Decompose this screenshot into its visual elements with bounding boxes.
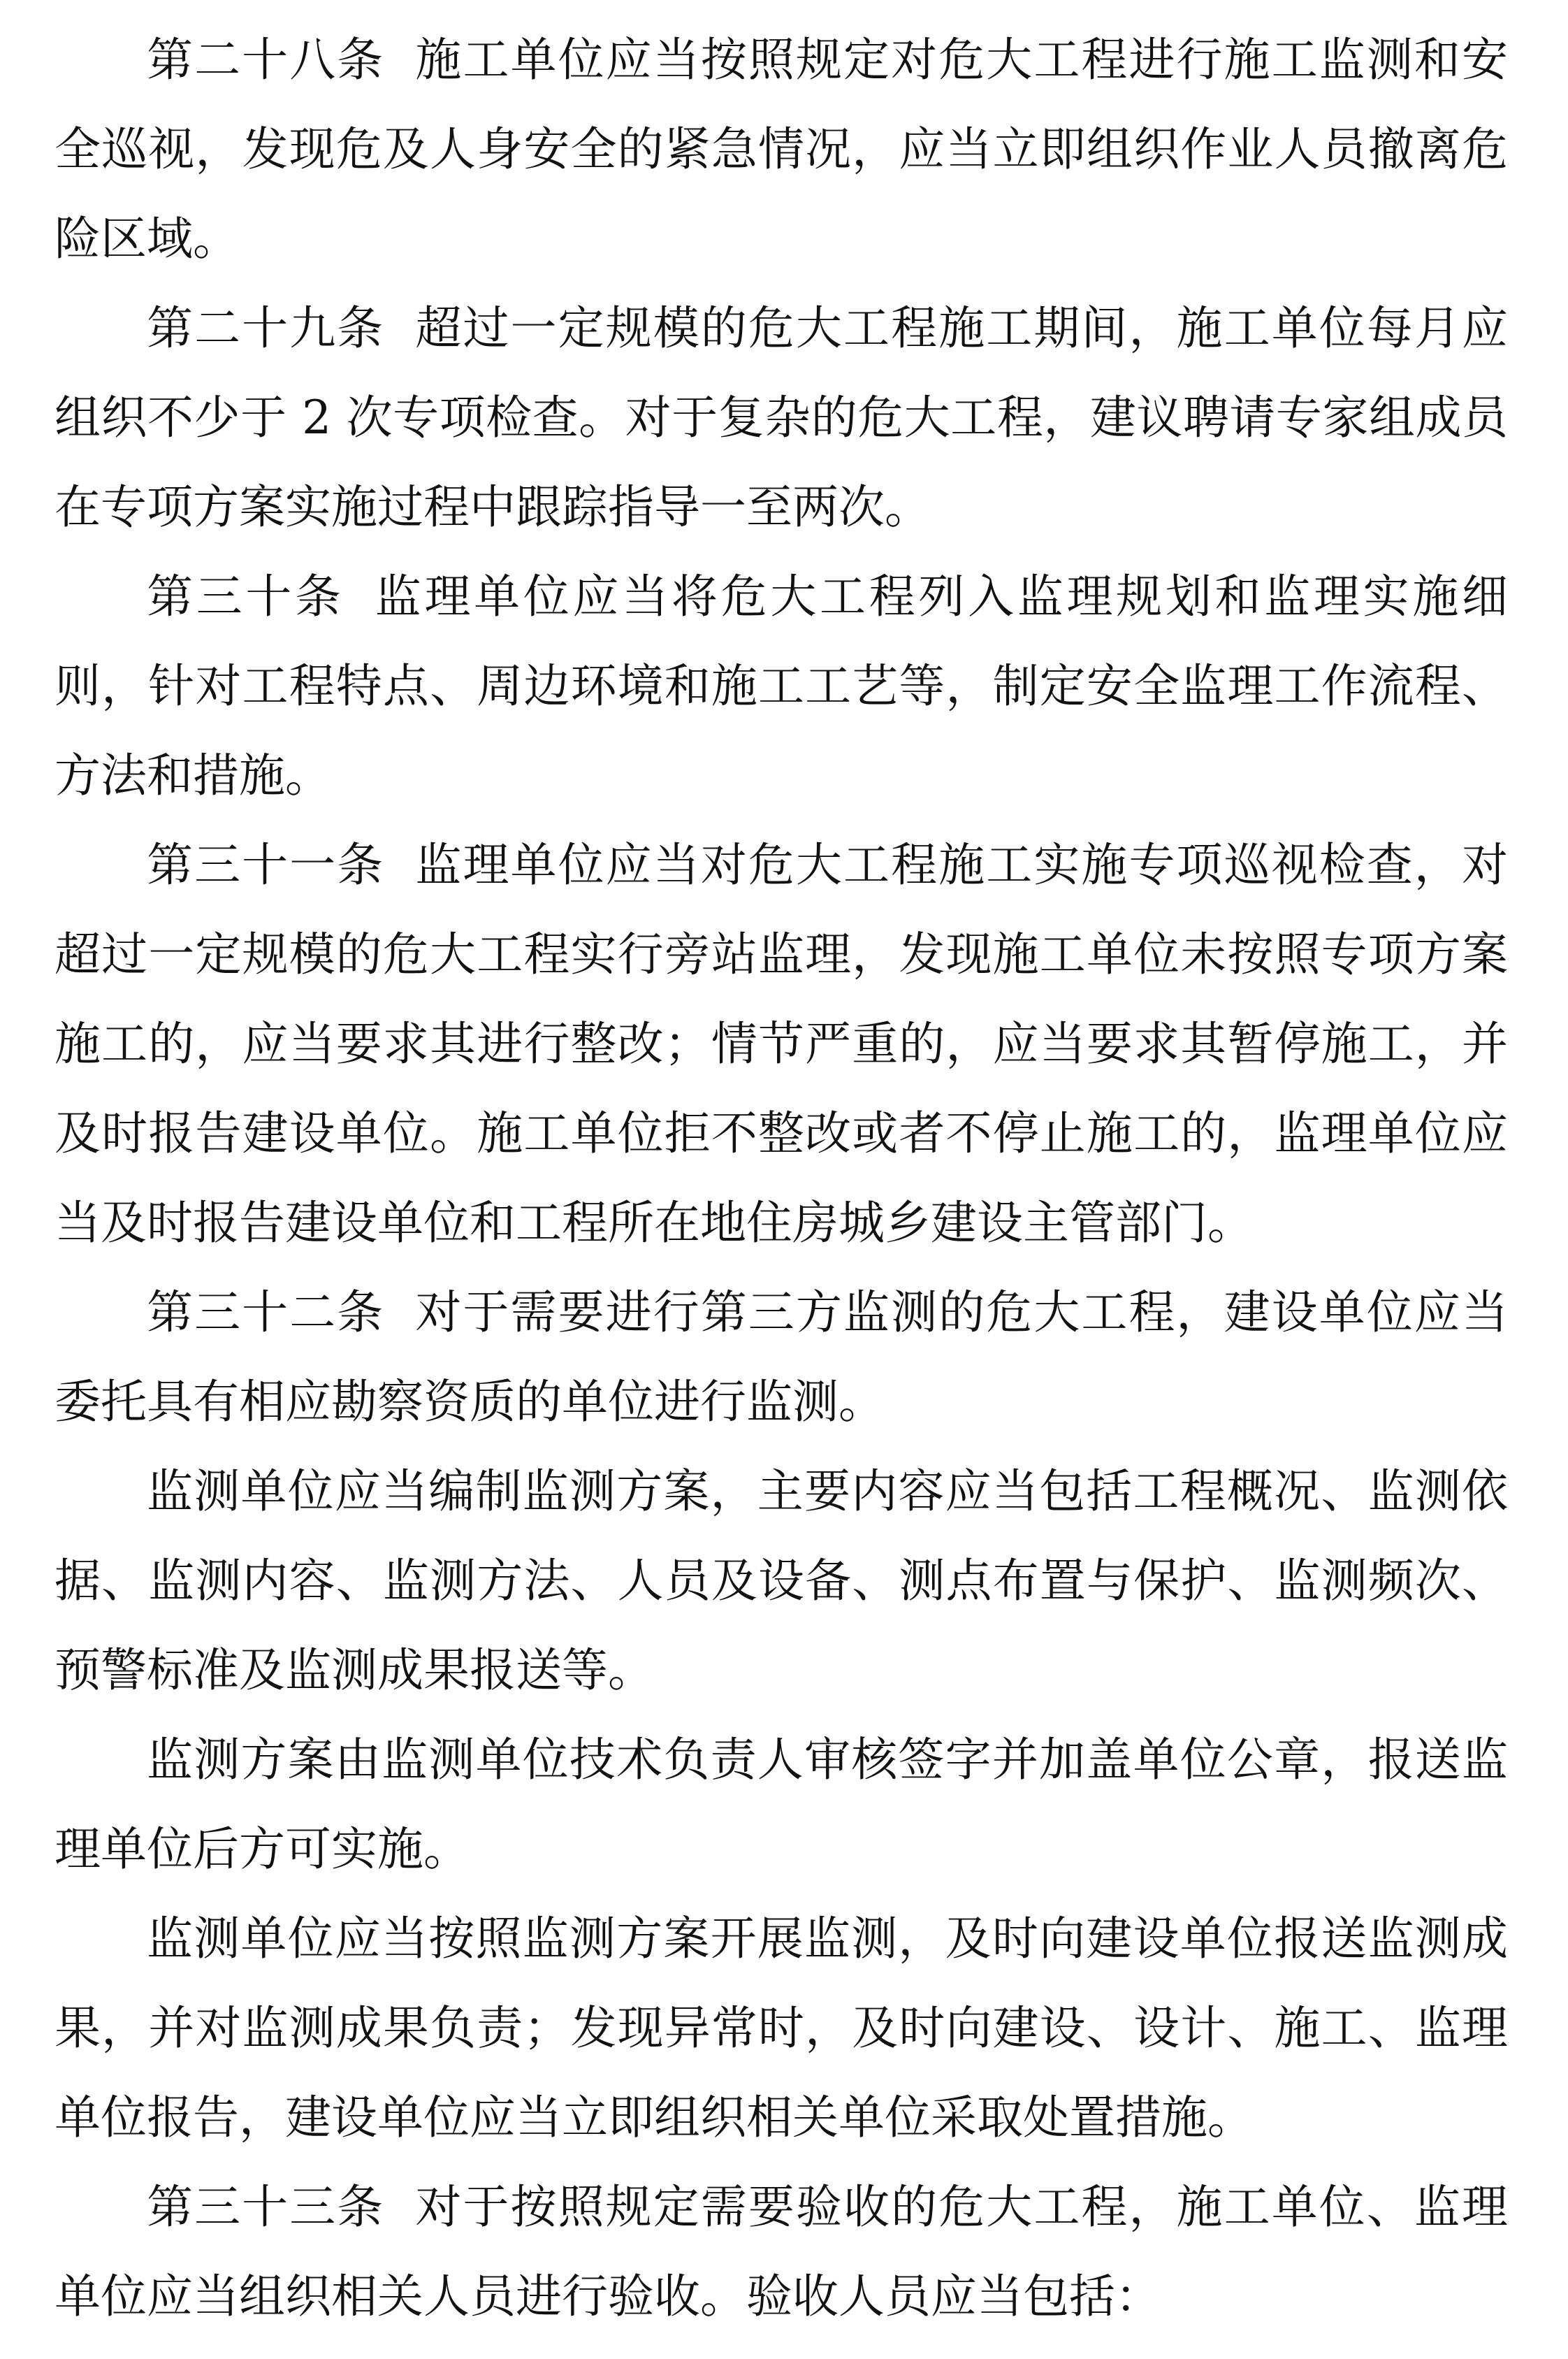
article-30-paragraph <box>55 552 1508 821</box>
article-33-paragraph <box>55 2163 1508 2342</box>
article-32-paragraph <box>55 1268 1508 1447</box>
article-text: 对于按照规定需要验收的危大工程，施工单位、监理单位应当组织相关人员进行验收。验收人员应当包括： <box>55 2180 1509 2323</box>
paragraph-text: 监测方案由监测单位技术负责人审核签字并加盖单位公章，报送监理单位后方可实施。 <box>55 1733 1508 1876</box>
article-number: 第三十三条 <box>147 2180 385 2234</box>
article-number: 第三十条 <box>147 570 344 623</box>
paragraph-text: 监测单位应当编制监测方案，主要内容应当包括工程概况、监测依据、监测内容、监测方法、人员及设备、测点布置与保护、监测频次、预警标准及监测成果报送等。 <box>55 1464 1508 1697</box>
article-text: 监理单位应当对危大工程施工实施专项巡视检查，对超过一定规模的危大工程实行旁站监理，发现施工单位未按照专项方案施工的，应当要求其进行整改；情节严重的，应当要求其暂停施工，并及时报告建设单位。施工单位拒不整改或者不停止施工的，监理单位应当及时报告建设单位和工程所在地住房城乡建设主管部门。 <box>55 838 1509 1250</box>
article-number: 第二十八条 <box>147 33 385 87</box>
article-text: 对于需要进行第三方监测的危大工程，建设单位应当委托具有相应勘察资质的单位进行监测。 <box>55 1285 1509 1429</box>
article-29-paragraph <box>55 284 1508 552</box>
article-number: 第二十九条 <box>147 301 385 355</box>
article-number: 第三十二条 <box>147 1285 385 1339</box>
monitoring-execution-paragraph <box>55 1894 1508 2163</box>
article-text: 超过一定规模的危大工程施工期间，施工单位每月应组织不少于 2 次专项检查。对于复杂的危大工程，建议聘请专家组成员在专项方案实施过程中跟踪指导一至两次。 <box>55 301 1509 534</box>
plan-approval-paragraph <box>55 1715 1508 1894</box>
article-31-paragraph <box>55 821 1508 1268</box>
article-number: 第三十一条 <box>147 838 385 892</box>
document-page <box>55 15 1508 2342</box>
monitoring-plan-paragraph <box>55 1447 1508 1715</box>
article-text: 施工单位应当按照规定对危大工程进行施工监测和安全巡视，发现危及人身安全的紧急情况，应当立即组织作业人员撤离危险区域。 <box>55 33 1509 266</box>
article-text: 监理单位应当将危大工程列入监理规划和监理实施细则，针对工程特点、周边环境和施工工艺等，制定安全监理工作流程、方法和措施。 <box>55 570 1509 802</box>
paragraph-text: 监测单位应当按照监测方案开展监测，及时向建设单位报送监测成果，并对监测成果负责；发现异常时，及时向建设、设计、施工、监理单位报告，建设单位应当立即组织相关单位采取处置措施。 <box>55 1912 1508 2144</box>
article-28-paragraph <box>55 15 1508 284</box>
